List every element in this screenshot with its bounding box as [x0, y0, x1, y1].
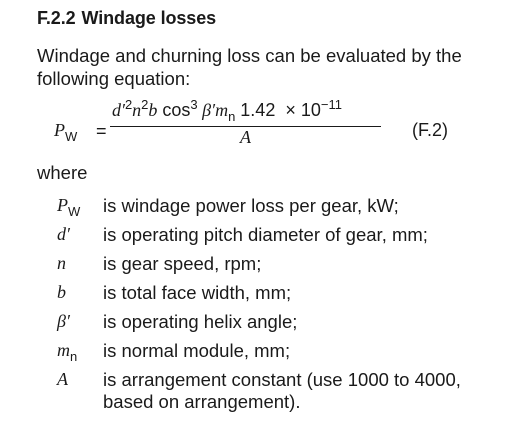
num-beta: β	[197, 100, 212, 120]
equation-numerator	[110, 97, 381, 126]
num-exp: −11	[320, 97, 342, 112]
symbol-main: m	[57, 340, 70, 360]
symbol-main: n	[57, 253, 66, 273]
symbol-main: β′	[57, 311, 70, 331]
equation-label: (F.2)	[412, 120, 448, 140]
definition-text: is windage power loss per gear, kW;	[103, 195, 399, 216]
equation-denominator: A	[240, 127, 251, 147]
num-coef: 1.42	[235, 100, 276, 120]
equation-fraction	[110, 97, 381, 147]
symbol-subscript: n	[70, 349, 78, 364]
lhs-subscript: W	[65, 129, 78, 144]
section-number: F.2.2	[37, 8, 76, 28]
definition-text: is operating pitch diameter of gear, mm;	[103, 224, 428, 245]
num-sup-3: 3	[190, 97, 198, 112]
intro-paragraph: Windage and churning loss can be evaluated by the following equation:	[37, 45, 462, 89]
num-sup-2b: 2	[141, 97, 149, 112]
num-times: × 10	[275, 100, 321, 120]
num-m: m	[215, 100, 229, 120]
num-cos: cos	[157, 100, 191, 120]
definition-symbol	[57, 224, 70, 245]
num-b: b	[148, 100, 158, 120]
equation-lhs	[54, 120, 78, 144]
symbol-subscript: W	[68, 204, 81, 219]
definition-symbol	[57, 369, 68, 390]
equals-sign: =	[96, 121, 107, 141]
windage-equation	[0, 97, 511, 160]
where-label: where	[37, 162, 88, 183]
definition-text: is operating helix angle;	[103, 311, 298, 332]
definition-symbol	[57, 195, 81, 219]
num-sup-2a: 2	[124, 97, 133, 112]
num-d-prime: ′	[121, 100, 125, 120]
num-m-sub: n	[228, 109, 236, 124]
definition-text: is total face width, mm;	[103, 282, 292, 303]
num-d: d	[112, 100, 121, 120]
symbol-main: b	[57, 282, 66, 302]
section-heading	[37, 8, 216, 29]
num-beta-prime: ′	[211, 100, 216, 120]
definition-symbol	[57, 340, 78, 364]
symbol-main: d′	[57, 224, 70, 244]
definition-symbol	[57, 282, 66, 303]
section-title: Windage losses	[81, 8, 217, 28]
definition-symbol	[57, 253, 66, 274]
num-n: n	[132, 100, 142, 120]
symbol-main: A	[57, 369, 68, 389]
definition-text: is normal module, mm;	[103, 340, 291, 361]
symbol-main: P	[57, 195, 68, 215]
definition-symbol	[57, 311, 70, 332]
definition-text: is arrangement constant (use 1000 to 4000, based on arrangement).	[103, 369, 461, 412]
lhs-symbol: P	[54, 120, 65, 140]
definition-text: is gear speed, rpm;	[103, 253, 262, 274]
